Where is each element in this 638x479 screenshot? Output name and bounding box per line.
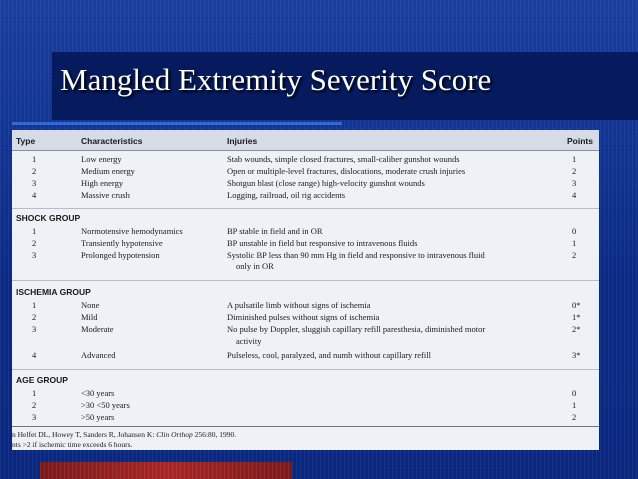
row-points: 3*	[572, 350, 581, 360]
row-type: 3	[32, 178, 37, 188]
row-type: 2	[32, 400, 37, 410]
row-points: 2*	[572, 324, 581, 334]
row-type: 1	[32, 300, 37, 310]
row-type: 4	[32, 190, 37, 200]
slide-title: Mangled Extremity Severity Score	[60, 62, 492, 97]
row-injury: Systolic BP less than 90 mm Hg in field and responsive to intravenous fluid	[227, 250, 485, 260]
row-characteristic: Moderate	[81, 324, 114, 334]
citation-authors: n Helfet DL, Howey T, Sanders R, Johansen K:	[12, 430, 157, 439]
row-characteristic: High energy	[81, 178, 124, 188]
bottom-accent-bar	[40, 462, 292, 479]
header-characteristics: Characteristics	[81, 136, 143, 146]
row-points: 3	[572, 178, 577, 188]
row-type: 2	[32, 166, 37, 176]
mess-score-table	[12, 130, 599, 450]
row-injury: No pulse by Doppler, sluggish capillary refill paresthesia, diminished motor	[227, 324, 486, 334]
row-type: 1	[32, 388, 37, 398]
row-characteristic: Low energy	[81, 154, 122, 164]
row-points: 1*	[572, 312, 581, 322]
row-points: 0*	[572, 300, 581, 310]
row-characteristic: >30 <50 years	[81, 400, 130, 410]
age-group-label: AGE GROUP	[16, 375, 68, 385]
row-injury: Open or multiple-level fractures, dislocations, moderate crush injuries	[227, 166, 466, 176]
row-characteristic: Transiently hypotensive	[81, 238, 163, 248]
row-type: 4	[32, 350, 37, 360]
row-type: 2	[32, 312, 37, 322]
table-header	[12, 130, 599, 151]
row-type: 1	[32, 226, 37, 236]
row-injury: BP unstable in field but responsive to intravenous fluids	[227, 238, 418, 248]
row-characteristic: Prolonged hypotension	[81, 250, 160, 260]
shock-group-label: SHOCK GROUP	[16, 213, 81, 223]
row-type: 1	[32, 154, 37, 164]
row-injury: Logging, railroad, oil rig accidents	[227, 190, 346, 200]
header-injuries: Injuries	[227, 136, 258, 146]
footnote-citation	[12, 430, 236, 439]
row-characteristic: Medium energy	[81, 166, 135, 176]
row-type: 3	[32, 250, 37, 260]
row-characteristic: Massive crush	[81, 190, 130, 200]
citation-journal: Clin Orthop	[156, 430, 193, 439]
row-injury: BP stable in field and in OR	[227, 226, 323, 236]
row-characteristic: Normotensive hemodynamics	[81, 226, 183, 236]
row-injury: Shotgun blast (close range) high-velocity gunshot wounds	[227, 178, 425, 188]
row-points: 4	[572, 190, 577, 200]
header-type: Type	[16, 136, 36, 146]
row-points: 1	[572, 238, 577, 248]
row-type: 3	[32, 324, 37, 334]
row-points: 2	[572, 412, 577, 422]
group-divider	[12, 208, 599, 209]
group-divider	[12, 280, 599, 281]
row-characteristic: Mild	[81, 312, 98, 322]
row-type: 2	[32, 238, 37, 248]
row-type: 3	[32, 412, 37, 422]
row-injury-continued: activity	[236, 336, 262, 346]
row-points: 1	[572, 154, 577, 164]
header-points: Points	[567, 136, 593, 146]
row-characteristic: <30 years	[81, 388, 115, 398]
footnote-divider	[12, 426, 599, 427]
row-injury: Diminished pulses without signs of ischemia	[227, 312, 380, 322]
row-injury-continued: only in OR	[236, 261, 274, 271]
group-divider	[12, 369, 599, 370]
row-points: 1	[572, 400, 577, 410]
row-characteristic: Advanced	[81, 350, 116, 360]
title-accent-line	[12, 122, 342, 125]
row-points: 0	[572, 226, 577, 236]
row-characteristic: >50 years	[81, 412, 115, 422]
row-injury: A pulsatile limb without signs of ischemia	[227, 300, 371, 310]
row-injury: Pulseless, cool, paralyzed, and numb without capillary refill	[227, 350, 431, 360]
footnote-ischemia: nts >2 if ischemic time exceeds 6 hours.	[12, 440, 133, 449]
ischemia-group-label: ISCHEMIA GROUP	[16, 287, 91, 297]
citation-volume: 256:80, 1990.	[192, 430, 237, 439]
row-points: 2	[572, 250, 577, 260]
row-points: 0	[572, 388, 577, 398]
row-characteristic: None	[81, 300, 100, 310]
row-injury: Stab wounds, simple closed fractures, small-caliber gunshot wounds	[227, 154, 460, 164]
row-points: 2	[572, 166, 577, 176]
